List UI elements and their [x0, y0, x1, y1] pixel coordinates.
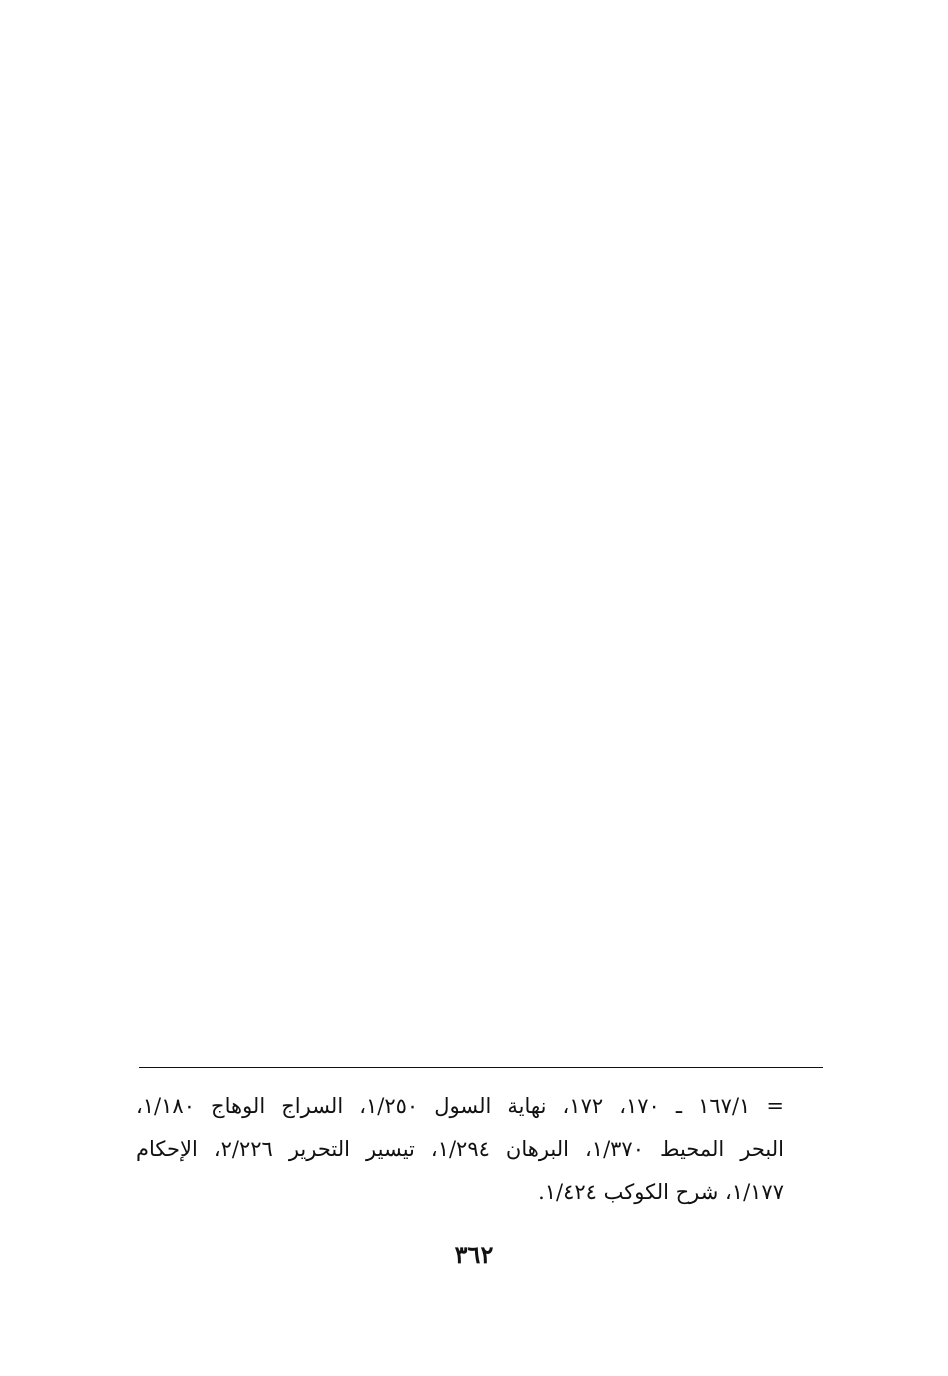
- footnote-line: البحر المحيط ١/٣٧٠، البرهان ١/٢٩٤، تيسير التحرير ٢/٢٢٦، الإحكام: [136, 1137, 784, 1161]
- footnote-block: [136, 1085, 784, 1214]
- footnote-line: = ١٦٧/١ ـ ١٧٠، ١٧٢، نهاية السول ١/٢٥٠، السراج الوهاج ١/١٨٠،: [136, 1094, 784, 1118]
- footnote-separator-rule: [139, 1067, 823, 1068]
- page-number: ٣٦٢: [454, 1240, 494, 1269]
- footnote-line: ١/١٧٧، شرح الكوكب ١/٤٢٤.: [538, 1180, 784, 1204]
